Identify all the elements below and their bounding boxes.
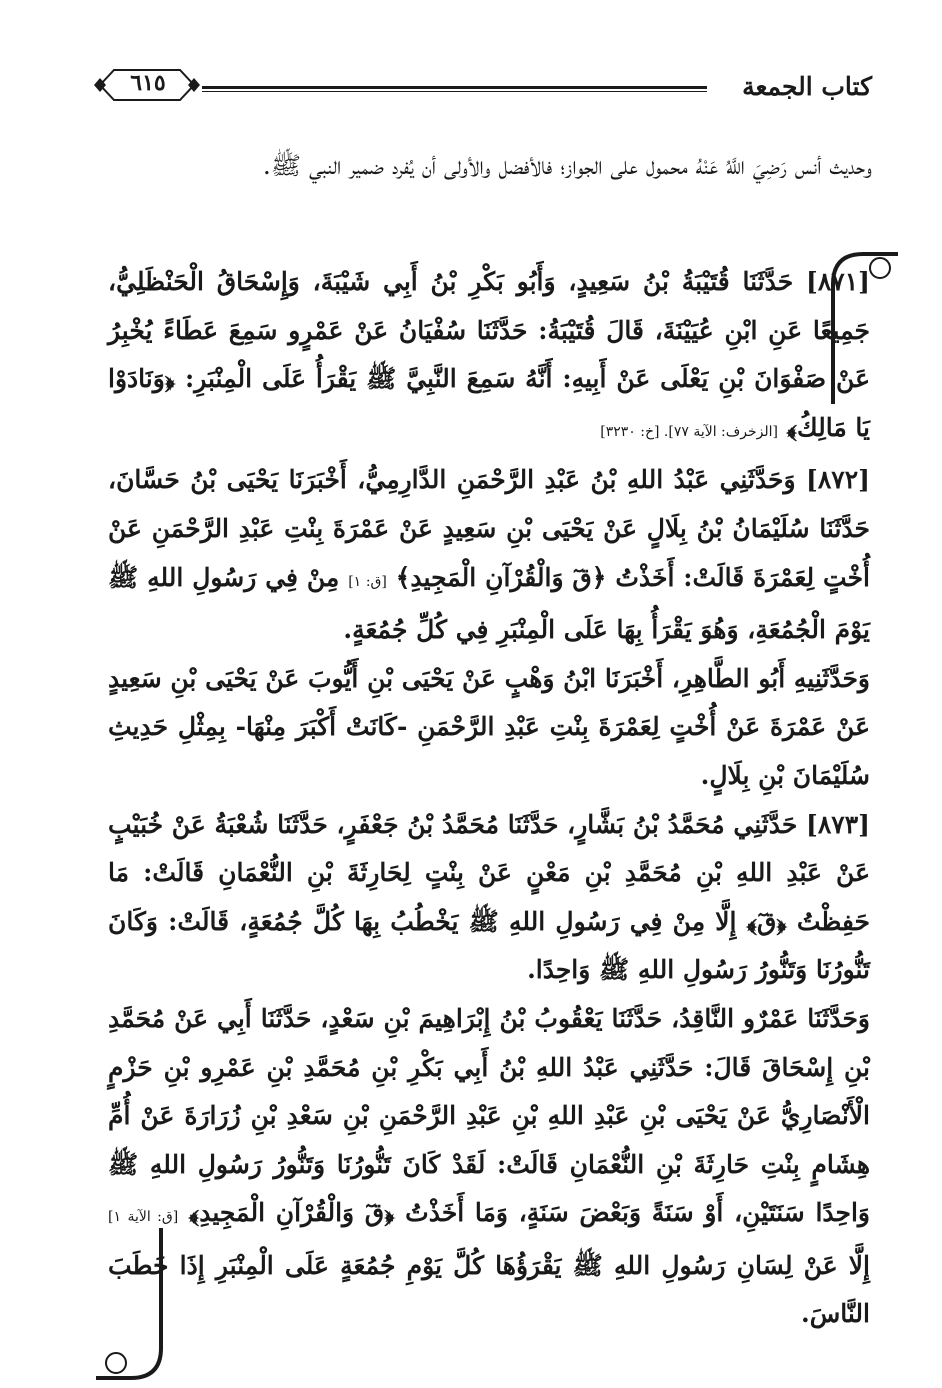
hadith-872: [٨٧٢] وَحَدَّثَنِي عَبْدُ اللهِ بْنُ عَبْدِ الرَّحْمَنِ الدَّارِمِيُّ، أَخْبَرَنَا يَحْيَى بْنُ حَسَّانَ، حَدَّثَنَا سُلَيْمَانُ بْنُ بِلَالٍ عَنْ يَحْيَى بْنِ سَعِيدٍ عَنْ عَمْرَةَ بِنْتِ عَبْدِ الرَّحْمَنِ عَنْ أُخْتٍ لِعَمْرَةَ قَالَتْ: أَخَذْتُ ﴿قٓ وَالْقُرْآنِ الْمَجِيدِ﴾ [ق: ١] مِنْ فِي رَسُولِ اللهِ ﷺ يَوْمَ الْجُمُعَةِ، وَهُوَ يَقْرَأُ بِهَا عَلَى الْمِنْبَرِ فِي كُلِّ جُمُعَةٍ. bbox=[108, 465, 870, 645]
book-title: كتاب الجمعة bbox=[742, 72, 872, 101]
hadith-872-variant: وَحَدَّثَنِيهِ أَبُو الطَّاهِرِ، أَخْبَرَنَا ابْنُ وَهْبٍ عَنْ يَحْيَى بْنِ أَيُّوبَ عَنْ يَحْيَى بْنِ سَعِيدٍ عَنْ عَمْرَةَ عَنْ أُخْتٍ لِعَمْرَةَ بِنْتِ عَبْدِ الرَّحْمَنِ -كَانَتْ أَكْبَرَ مِنْهَا- بِمِثْلِ حَدِيثِ سُلَيْمَانَ بْنِ بِلَالٍ. bbox=[108, 663, 870, 790]
page-number: ٦١٥ bbox=[130, 70, 166, 96]
corner-ornament-bottom bbox=[96, 1228, 166, 1388]
hadith-872-ref: [ق: ١] bbox=[348, 573, 387, 590]
hadith-873: [٨٧٣] حَدَّثَنِي مُحَمَّدُ بْنُ بَشَّارٍ، حَدَّثَنَا مُحَمَّدُ بْنُ جَعْفَرٍ، حَدَّثَنَا شُعْبَةُ عَنْ خُبَيْبٍ عَنْ عَبْدِ اللهِ بْنِ مُحَمَّدِ بْنِ مَعْنٍ عَنْ بِنْتٍ لِحَارِثَةَ بْنِ النُّعْمَانِ قَالَتْ: مَا حَفِظْتُ ﴿قٓ﴾ إِلَّا مِنْ فِي رَسُولِ اللهِ ﷺ يَخْطُبُ بِهَا كُلَّ جُمُعَةٍ، قَالَتْ: وَكَانَ تَنُّورُنَا وَتَنُّورُ رَسُولِ اللهِ ﷺ وَاحِدًا. bbox=[108, 809, 870, 985]
hadith-871: [٨٧١] حَدَّثَنَا قُتَيْبَةُ بْنُ سَعِيدٍ، وَأَبُو بَكْرِ بْنُ أَبِي شَيْبَةَ، وَإِسْحَاقُ الْحَنْظَلِيُّ، جَمِيعًا عَنِ ابْنِ عُيَيْنَةَ، قَالَ قُتَيْبَةُ: حَدَّثَنَا سُفْيَانُ عَنْ عَمْرٍو سَمِعَ عَطَاءً يُخْبِرُ عَنْ صَفْوَانَ بْنِ يَعْلَى عَنْ أَبِيهِ: أَنَّهُ سَمِعَ النَّبِيَّ ﷺ يَقْرَأُ عَلَى الْمِنْبَرِ: ﴿وَنَادَوْا يَا مَالِكُ﴾ [الزخرف: الآية ٧٧]. [خ: ٣٢٣٠] bbox=[108, 267, 870, 442]
header-rule bbox=[202, 86, 707, 89]
intro-paragraph: وحديث أنس رَضِيَ اللَّهُ عَنْهُ محمول على الجواز؛ فالأفضل والأولى أن يُفرد ضمير النبي ﷺ. bbox=[262, 151, 872, 180]
hadith-text-block bbox=[108, 258, 870, 1339]
page-header bbox=[92, 60, 872, 110]
hadith-871-ref: [الزخرف: الآية ٧٧]. [خ: ٣٢٣٠] bbox=[600, 423, 779, 440]
hadith-873-variant: وَحَدَّثَنَا عَمْرٌو النَّاقِدُ، حَدَّثَنَا يَعْقُوبُ بْنُ إِبْرَاهِيمَ بْنِ سَعْدٍ، حَدَّثَنَا أَبِي عَنْ مُحَمَّدِ بْنِ إِسْحَاقَ قَالَ: حَدَّثَنِي عَبْدُ اللهِ بْنُ أَبِي بَكْرِ بْنِ مُحَمَّدِ بْنِ عَمْرِو بْنِ حَزْمٍ الْأَنْصَارِيُّ عَنْ يَحْيَى بْنِ عَبْدِ اللهِ بْنِ عَبْدِ الرَّحْمَنِ بْنِ سَعْدِ بْنِ زُرَارَةَ عَنْ أُمِّ هِشَامٍ بِنْتِ حَارِثَةَ بْنِ النُّعْمَانِ قَالَتْ: لَقَدْ كَانَ تَنُّورُنَا وَتَنُّورُ رَسُولِ اللهِ ﷺ وَاحِدًا سَنَتَيْنِ، أَوْ سَنَةً وَبَعْضَ سَنَةٍ، وَمَا أَخَذْتُ ﴿قٓ وَالْقُرْآنِ الْمَجِيدِ﴾ [ق: الآية ١] إِلَّا عَنْ لِسَانِ رَسُولِ اللهِ ﷺ يَقْرَؤُهَا كُلَّ يَوْمِ جُمُعَةٍ عَلَى الْمِنْبَرِ إِذَا خَطَبَ النَّاسَ. bbox=[108, 1003, 870, 1329]
header-rule-thin bbox=[202, 91, 707, 92]
hadith-873-ref: [ق: الآية ١] bbox=[108, 1209, 179, 1226]
